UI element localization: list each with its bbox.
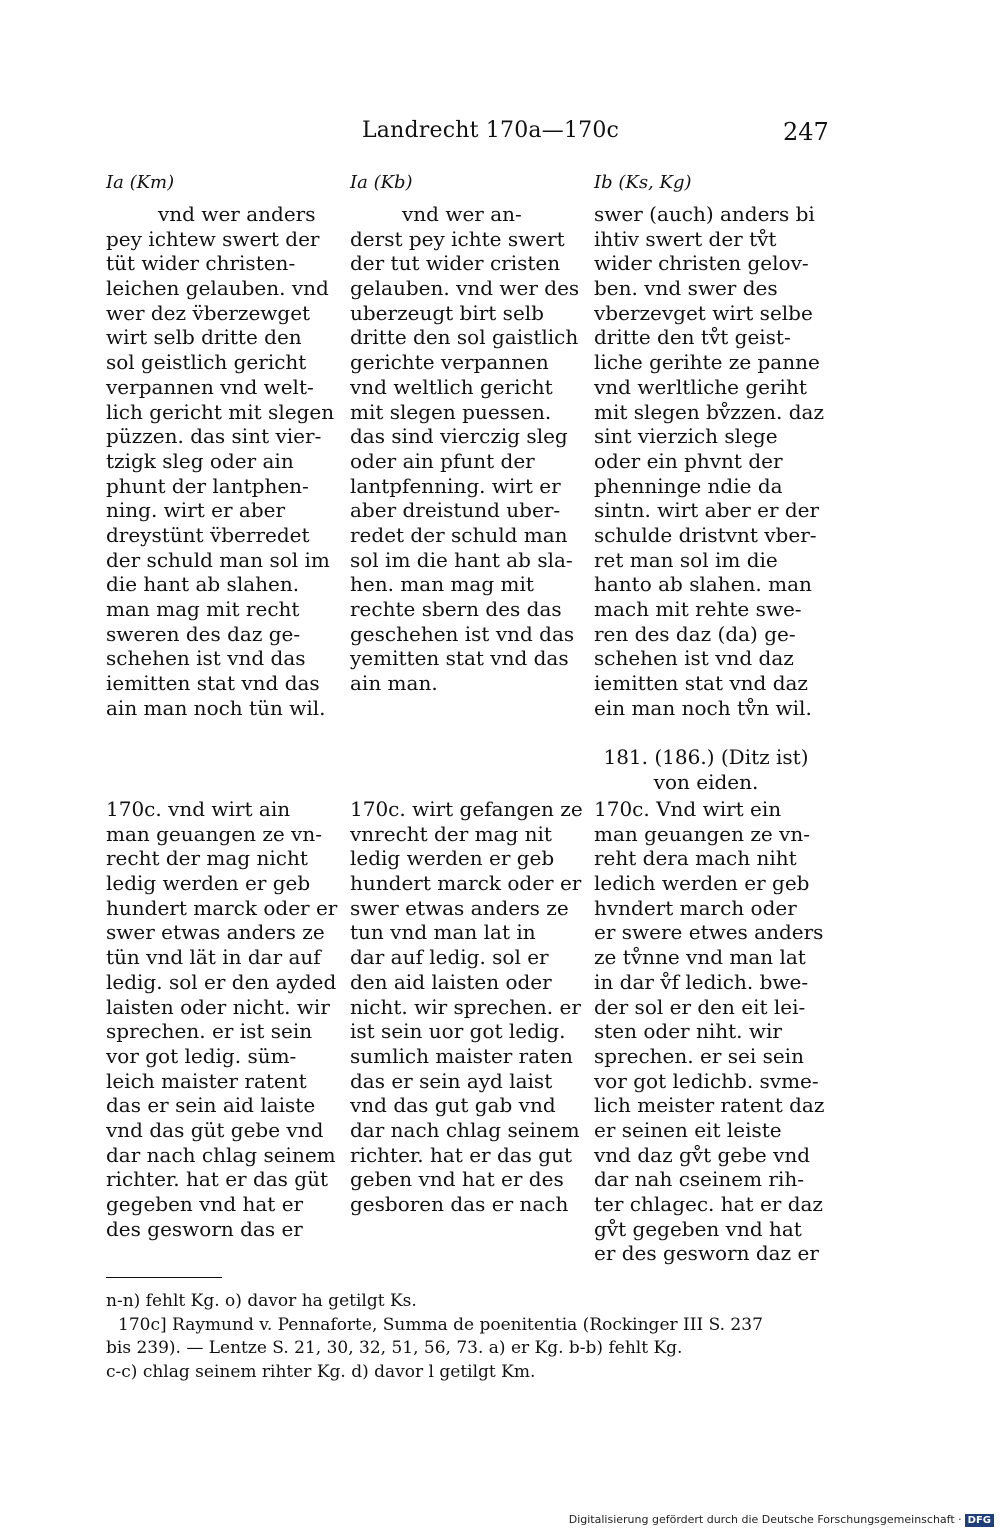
text-line: ben. vnd swer des [594, 276, 778, 301]
text-line: 170c. Vnd wirt ein [594, 797, 782, 821]
text-line: ist sein uor got ledig. [350, 1019, 566, 1044]
credit-text: Digitalisierung gefördert durch die Deutsche Forschungsgemeinschaft · [568, 1513, 962, 1526]
text-line: swer etwas anders ze [350, 895, 569, 920]
text-line: liche gerihte ze panne [594, 350, 820, 375]
text-line: ein man noch tv̊n wil. [594, 695, 812, 720]
column-2-siglum: Ia (Kb) [350, 172, 413, 193]
text-line: gesboren das er nach [350, 1192, 569, 1216]
text-line: reht dera mach niht [594, 846, 797, 871]
text-line: phenninge ndie da [594, 473, 783, 498]
text-line: der tut wider cristen [350, 251, 561, 276]
text-line: püzzen. das sint vier- [106, 424, 322, 449]
text-line: man mag mit recht [106, 597, 300, 621]
text-line: in dar v̊f ledich. bwe- [594, 969, 809, 994]
text-line: ledig werden er geb [350, 846, 555, 871]
column-3-siglum: Ib (Ks, Kg) [594, 172, 692, 193]
footnote-line: 170c] Raymund v. Pennaforte, Summa de poenitentia (Rockinger III S. 237 [118, 1314, 763, 1335]
running-head: Landrecht 170a—170c [362, 118, 620, 143]
text-line: tun vnd man lat in [350, 920, 536, 945]
text-line: wer dez v̈berzewget [106, 300, 311, 325]
text-line: oder ein phvnt der [594, 448, 783, 473]
text-line: swer etwas anders ze [106, 920, 325, 945]
text-line: der schuld man sol im [106, 547, 330, 572]
text-line: hvndert march oder [594, 895, 797, 920]
dfg-logo: DFG [965, 1514, 994, 1527]
column-3-lower-text [594, 797, 825, 1266]
text-line: pey ichtew swert der [106, 226, 320, 251]
page-number: 247 [783, 118, 829, 146]
text-line: uberzeugt birt selb [350, 300, 544, 325]
text-line: lich meister ratent daz [594, 1093, 825, 1118]
text-line: swer (auch) anders bi [594, 202, 815, 226]
text-line: der sol er den eit lei- [594, 994, 806, 1019]
text-line: geschehen ist vnd das [350, 621, 575, 646]
text-line: richter. hat er das güt [106, 1167, 329, 1192]
text-line: sweren des daz ge- [106, 621, 301, 646]
text-line: vnd das güt gebe vnd [106, 1117, 324, 1142]
text-line: schehen ist vnd daz [594, 646, 794, 671]
text-line: vnrecht der mag nit [350, 821, 552, 846]
text-line: dar nah cseinem rih- [594, 1167, 805, 1192]
text-line: dreystünt v̈berredet [106, 522, 310, 547]
text-line: lantpfenning. wirt er [350, 473, 561, 498]
column-1-siglum: Ia (Km) [106, 172, 175, 193]
text-line: vnd daz gv̊t gebe vnd [594, 1142, 811, 1167]
text-line: dar nach chlag seinem [350, 1117, 580, 1142]
text-line: sol im die hant ab sla- [350, 547, 573, 572]
footnotes [106, 1290, 820, 1384]
text-line: leich maister ratent [106, 1068, 307, 1093]
text-line: tün vnd lät in dar auf [106, 945, 321, 970]
text-line: geben vnd hat er des [350, 1167, 564, 1192]
text-line: ledig. sol er den ayded [106, 969, 337, 994]
text-line: vnd wer anders [158, 202, 316, 226]
text-line: den aid laisten oder [350, 969, 552, 994]
text-line: sprechen. er sei sein [594, 1043, 804, 1068]
text-line: iemitten stat vnd das [106, 671, 320, 696]
text-line: hundert marck oder er [350, 871, 582, 896]
text-line: mach mit rehte swe- [594, 597, 802, 621]
text-line: ze tv̊nne vnd man lat [594, 945, 806, 970]
text-line: er des gesworn daz er [594, 1241, 819, 1266]
text-line: sumlich maister raten [350, 1043, 573, 1068]
text-line: schehen ist vnd das [106, 646, 306, 671]
text-line: ren des daz (da) ge- [594, 621, 796, 646]
text-line: man geuangen ze vn- [594, 821, 810, 846]
text-line: gerichte verpannen [350, 350, 549, 375]
text-line: rechte sbern des das [350, 597, 562, 621]
text-line: ain man. [350, 671, 438, 696]
text-line: ain man noch tün wil. [106, 695, 326, 720]
text-line: wider christen gelov- [594, 251, 809, 276]
text-line: die hant ab slahen. [106, 572, 300, 597]
text-line: dritte den sol gaistlich [350, 325, 579, 350]
text-line: schulde dristvnt vber- [594, 522, 817, 547]
text-line: mit slegen bv̊zzen. daz [594, 399, 824, 424]
text-line: nicht. wir sprechen. er [350, 994, 581, 1019]
text-line: gv̊t gegeben vnd hat [594, 1216, 802, 1241]
text-line: das sind vierczig sleg [350, 424, 568, 449]
text-line: dar nach chlag seinem [106, 1142, 336, 1167]
text-line: hanto ab slahen. man [594, 572, 812, 597]
text-line: redet der schuld man [350, 522, 568, 547]
text-line: das er sein ayd laist [350, 1068, 553, 1093]
text-line: richter. hat er das gut [350, 1142, 573, 1167]
column-1-upper-text [106, 202, 335, 720]
text-line: das er sein aid laiste [106, 1093, 316, 1118]
text-line: gegeben vnd hat er [106, 1192, 304, 1216]
text-line: gelauben. vnd wer des [350, 276, 580, 301]
text-line: 170c. wirt gefangen ze [350, 797, 583, 821]
text-line: iemitten stat vnd daz [594, 671, 808, 696]
text-line: 170c. vnd wirt ain [106, 797, 291, 821]
text-line: dritte den tv̊t geist- [594, 325, 791, 350]
text-line: ning. wirt er aber [106, 498, 286, 523]
text-line: vnd werltliche geriht [594, 374, 807, 399]
text-line: vor got ledig. süm- [106, 1043, 297, 1068]
section-heading-line: 181. (186.) (Ditz ist) [603, 745, 809, 769]
section-heading [592, 745, 820, 794]
text-line: lich gericht mit slegen [106, 399, 335, 424]
footnote-rule [106, 1277, 222, 1278]
text-line: er seinen eit leiste [594, 1117, 782, 1142]
text-line: ledig werden er geb [106, 871, 311, 896]
text-line: vor got ledichb. svme- [594, 1068, 819, 1093]
footnote-line: c-c) chlag seinem rihter Kg. d) davor l getilgt Km. [106, 1361, 536, 1382]
text-line: recht der mag nicht [106, 846, 308, 871]
text-line: wirt selb dritte den [106, 325, 302, 350]
text-line: hen. man mag mit [350, 572, 534, 597]
text-line: leichen gelauben. vnd [106, 276, 329, 301]
text-line: vnd das gut gab vnd [350, 1093, 556, 1118]
text-line: vnd weltlich gericht [350, 374, 553, 399]
text-line: des gesworn das er [106, 1216, 303, 1241]
text-line: mit slegen puessen. [350, 399, 552, 424]
text-line: aber dreistund uber- [350, 498, 561, 523]
text-line: dar auf ledig. sol er [350, 945, 549, 970]
footnote-line: bis 239). — Lentze S. 21, 30, 32, 51, 56, 73. a) er Kg. b-b) fehlt Kg. [106, 1338, 683, 1358]
column-3-upper-text [594, 202, 824, 720]
text-line: sprechen. er ist sein [106, 1019, 313, 1044]
text-line: ihtiv swert der tv̊t [594, 226, 777, 251]
text-line: verpannen vnd welt- [106, 374, 314, 399]
column-1-lower-text [106, 797, 338, 1241]
text-line: ledich werden er geb [594, 871, 810, 896]
text-line: tzigk sleg oder ain [106, 448, 294, 473]
text-line: vberzevget wirt selbe [594, 300, 813, 325]
text-line: man geuangen ze vn- [106, 821, 322, 846]
column-2-lower-text [350, 797, 583, 1217]
text-line: ter chlagec. hat er daz [594, 1192, 823, 1216]
text-line: sintn. wirt aber er der [594, 498, 820, 523]
text-line: vnd wer an- [402, 202, 522, 226]
text-line: phunt der lantphen- [106, 473, 309, 498]
text-line: er swere etwes anders [594, 920, 824, 945]
text-line: sol geistlich gericht [106, 350, 307, 375]
text-line: hundert marck oder er [106, 895, 338, 920]
digitization-credit [569, 1513, 994, 1527]
column-2-upper-text [350, 202, 580, 696]
text-line: tüt wider christen- [106, 251, 296, 276]
section-heading-line: von eiden. [653, 769, 759, 794]
text-line: yemitten stat vnd das [350, 646, 569, 671]
text-line: sint vierzich slege [594, 424, 778, 449]
text-line: derst pey ichte swert [350, 226, 565, 251]
footnote-line: n-n) fehlt Kg. o) davor ha getilgt Ks. [106, 1291, 417, 1311]
text-line: oder ain pfunt der [350, 448, 535, 473]
text-line: ret man sol im die [594, 547, 778, 572]
text-line: sten oder niht. wir [594, 1019, 782, 1044]
text-line: laisten oder nicht. wir [106, 994, 330, 1019]
